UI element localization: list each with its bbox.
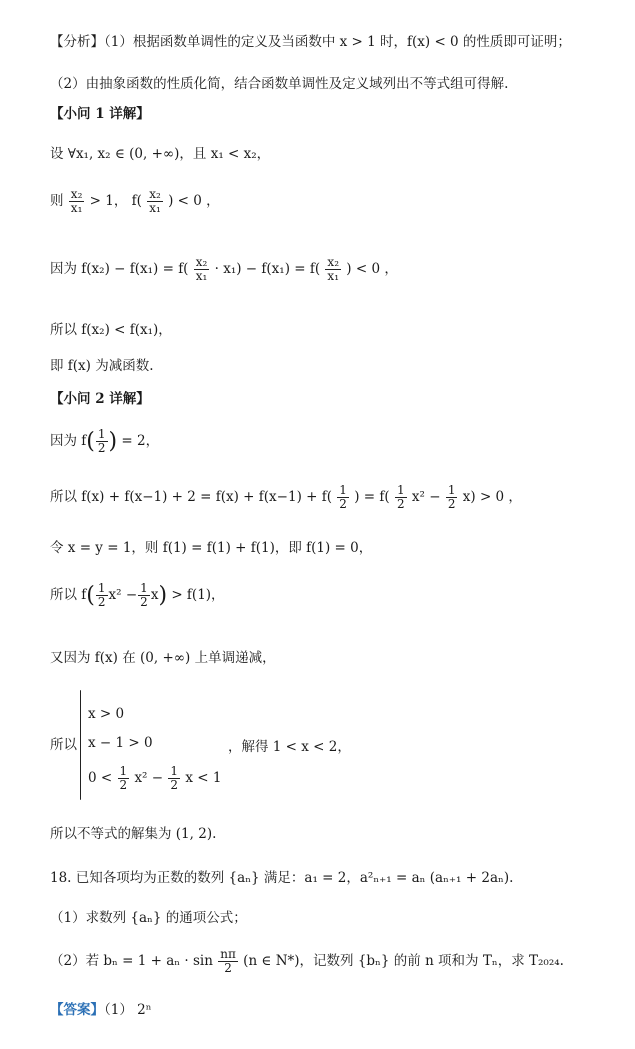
fraction: $\frac{1}{2}$: [447, 483, 456, 512]
fraction: $\frac{\text{x₂}}{\text{x₁}}$: [70, 187, 83, 216]
solution-line-1: 因为 f( $\frac{1}{2}$ ) = 2，: [50, 427, 160, 456]
system-label: 所以: [50, 737, 77, 753]
solution-line-5: 又因为 f(x) 在 (0, +∞) 上单调递减，: [50, 650, 276, 666]
question-18-stem: 18. 已知各项均为正数的数列 {aₙ} 满足：a₁ = 2，a²ₙ₊₁ = aₙ (aₙ₊₁ + 2aₙ).: [50, 870, 514, 886]
system-row-3: 0 < $\frac{1}{2}$ x² − $\frac{1}{2}$ x < 1: [88, 764, 222, 793]
solution-line-3: 令 x = y = 1，则 f(1) = f(1) + f(1)，即 f(1) = 0，: [50, 540, 373, 556]
system-brace: [80, 690, 81, 800]
fraction: $\frac{\text{x₂}}{\text{x₁}}$: [327, 255, 339, 284]
fraction: $\frac{1}{2}$: [119, 764, 128, 793]
analysis-line-1: 【分析】（1）根据函数单调性的定义及当函数中 x > 1 时，f(x) < 0 的性质即可证明；: [50, 34, 571, 50]
proof-line-2: 则 $\frac{\text{x₂}}{\text{x₁}}$ > 1， f( $\frac{\text{x₂}}{\text{x₁}}$ ) < 0 ，: [50, 187, 220, 216]
question-18-part-1: （1）求数列 {aₙ} 的通项公式；: [50, 910, 247, 926]
subquestion-2-heading: 【小问 2 详解】: [50, 391, 150, 407]
fraction: $\frac{n\pi}{2}$: [220, 947, 236, 976]
analysis-line-2: （2）由抽象函数的性质化简，结合函数单调性及定义域列出不等式组可得解.: [50, 76, 509, 92]
question-18-part-2: （2）若 bₙ = 1 + aₙ · sin $\frac{n\pi}{2}$ (n ∈ N*)，记数列 {bₙ} 的前 n 项和为 Tₙ，求 T₂₀₂₄.: [50, 947, 564, 976]
system-row-2: x − 1 > 0: [88, 735, 153, 751]
proof-line-4: 所以 f(x₂) < f(x₁)，: [50, 322, 172, 338]
proof-line-1: 设 ∀x₁, x₂ ∈ (0, +∞)，且 x₁ < x₂，: [50, 146, 271, 162]
proof-line-3: 因为 f(x₂) − f(x₁) = f( $\frac{\text{x₂}}{\text{x₁}}$ · x₁) − f(x₁) = f( $\frac{\text{x₂}}{\text{x₁}}$ ) < 0 ，: [50, 255, 398, 284]
proof-line-5: 即 f(x) 为减函数.: [50, 358, 154, 374]
fraction: $\frac{1}{2}$: [140, 581, 148, 610]
fraction: $\frac{1}{2}$: [396, 483, 405, 512]
fraction: $\frac{1}{2}$: [339, 483, 347, 512]
answer-line: 【答案】（1） 2ⁿ: [50, 1002, 152, 1018]
solution-line-4: 所以 f( $\frac{1}{2}$ x² − $\frac{1}{2}$ x) > f(1)，: [50, 581, 225, 610]
fraction: $\frac{1}{2}$: [97, 427, 106, 456]
system-row-1: x > 0: [88, 706, 125, 722]
fraction: $\frac{1}{2}$: [170, 764, 179, 793]
answer-tag: 【答案】: [50, 1002, 104, 1018]
fraction: $\frac{\text{x₂}}{\text{x₁}}$: [149, 187, 161, 216]
fraction: $\frac{1}{2}$: [97, 581, 106, 610]
system-result: ，解得 1 < x < 2，: [228, 739, 351, 755]
solution-line-6: 所以不等式的解集为 (1, 2).: [50, 826, 217, 842]
fraction: $\frac{\text{x₂}}{\text{x₁}}$: [195, 255, 208, 284]
subquestion-1-heading: 【小问 1 详解】: [50, 106, 150, 122]
solution-line-2: 所以 f(x) + f(x−1) + 2 = f(x) + f(x−1) + f( $\frac{1}{2}$ ) = f( $\frac{1}{2}$ x² − $\frac{1}{2}$ x) > 0 ，: [50, 483, 522, 512]
